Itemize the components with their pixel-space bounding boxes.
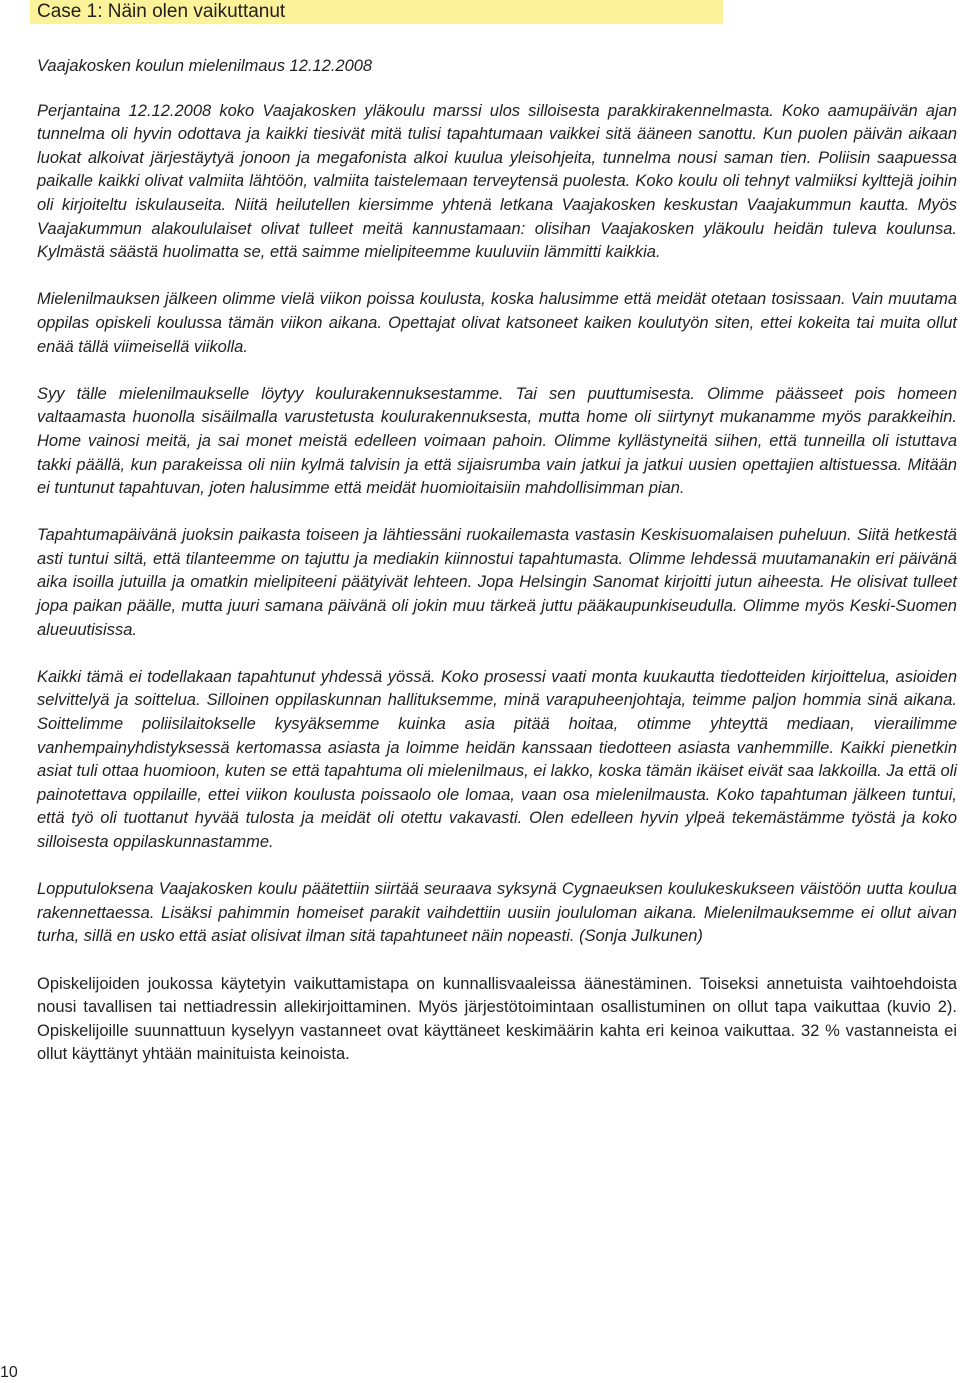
article-paragraph-6: Lopputuloksena Vaajakosken koulu päätettiin siirtää seuraava syksynä Cygnaeuksen koulukeskukseen väistöön uutta koulua rakennettaessa. Lisäksi pahimmin homeiset parakit vaihdettiin uusiin joululoman aikana. Mielenilmauksemme ei ollut aivan turha, sillä en usko että asiat olisivat ilman sitä tapahtuneet näin nopeasti. (Sonja Julkunen): [37, 880, 957, 946]
body-paragraph: Opiskelijoiden joukossa käytetyin vaikuttamistapa on kunnallisvaaleissa äänestäminen. Toiseksi annetuista vaihtoehdoista nousi tavallisen tai nettiadressin allekirjoittaminen. Myös järjestötoimintaan osallistuminen on ollut tapa vaikuttaa (kuvio 2). Opiskelijoille suunnattuun kyselyyn vastanneet ovat käyttäneet keskimäärin kahta eri keinoa vaikuttaa. 32 % vastanneista ei ollut käyttänyt yhtään mainituista keinoista.: [37, 974, 957, 1064]
case-header: [30, 0, 723, 24]
article-paragraph-4: Tapahtumapäivänä juoksin paikasta toiseen ja lähtiessäni ruokailemasta vastasin Keskisuomalaisen puheluun. Siitä hetkestä asti tuntui siltä, että tilanteemme on tajuttu ja mediakin kiinnostui tapahtumasta. Olimme lehdessä muutamanakin eri päivänä aika isoilla jutuilla ja omatkin mielipiteeni päätyivät lehteen. Jopa Helsingin Sanomat kirjoitti jutun aiheesta. He olisivat tulleet jopa paikan päälle, mutta juuri samana päivänä oli jokin muu tärkeä juttu pääkaupunkiseudulla. Olimme myös Keski-Suomen alueuutisissa.: [37, 526, 957, 639]
case-title: Case 1: Näin olen vaikuttanut: [37, 1, 286, 22]
article-paragraph-3: Syy tälle mielenilmaukselle löytyy koulurakennuksestamme. Tai sen puuttumisesta. Olimme päässeet pois homeen valtaamasta huonolla sisäilmalla varustetusta koulurakennuksesta, mutta home oli siirtynyt mukanamme myös parakkeihin. Home vainosi meitä, ja sai monet meistä edelleen voimaan pahoin. Olimme kyllästyneitä siihen, että tunneilla oli istuttava takki päällä, kun parakeissa oli niin kylmä talvisin ja että sijaisrumba vain jatkui ja jatkui uusien opettajien altistuessa. Mitään ei tuntunut tapahtuvan, joten halusimme että meidät huomioitaisiin mahdollisimman pian.: [37, 384, 957, 498]
article-paragraph-2: Mielenilmauksen jälkeen olimme vielä viikon poissa koulusta, koska halusimme että meidät otetaan tosissaan. Vain muutama oppilas opiskeli koulussa tämän viikon aikana. Opettajat olivat katsoneet kaiken koulutyön siten, ettei kokeita tai muita ollut enää tällä viimeisellä viikolla.: [37, 290, 957, 356]
page-content: [37, 55, 957, 1067]
article-title: Vaajakosken koulun mielenilmaus 12.12.2008: [37, 57, 373, 75]
page-number: 10: [0, 1364, 18, 1381]
article-paragraph-5: Kaikki tämä ei todellakaan tapahtunut yhdessä yössä. Koko prosessi vaati monta kuukautta tiedotteiden kirjoittelua, asioiden selvittelyä ja soittelua. Silloinen oppilaskunnan hallituksemme, minä varapuheenjohtaja, teimme paljon hommia sinä aikana. Soittelimme poliisilaitokselle kysyäksemme kuinka asia pitää hoitaa, otimme yhteyttä mediaan, vierailimme vanhempainyhdistyksessä kertomassa asiasta ja loimme heidän kanssaan tiedotteen asiasta vanhemmille. Kaikki pienetkin asiat tuli ottaa huomioon, kuten se että tapahtuma oli mielenilmaus, ei lakko, koska tämän ikäiset eivät saa lakkoilla. Ja että oli painotettava oppilaille, ettei viikon koulusta poissaolo ole lomaa, vaan osa mielenilmausta. Koko tapahtuman jälkeen tuntui, että työ oli tuottanut hyvää tulosta ja meidät oli otettu vakavasti. Olen edelleen hyvin ylpeä tekemästämme työstä ja koko silloisesta oppilaskunnastamme.: [37, 667, 957, 851]
article-paragraph-1: Perjantaina 12.12.2008 koko Vaajakosken yläkoulu marssi ulos silloisesta parakkirakennelmasta. Koko aamupäivän ajan tunnelma oli hyvin odottava ja kaikki tiesivät mitä tulisi tapahtumaan vaikkei sitä ääneen sanottu. Kun puolen päivän aikaan luokat alkoivat järjestäytyä jonoon ja megafonista alkoi kuulua yleisohjeita, tunnelma nousi saman tien. Poliisin saapuessa paikalle kaikki olivat valmiita lähtöön, valmiita taistelemaan terveytensä puolesta. Koko koulu oli tehnyt valmiiksi kylttejä joihin oli kirjoiteltu iskulauseita. Niitä heilutellen kiersimme yhtenä letkana Vaajakosken keskustan Vaajakummun kautta. Myös Vaajakummun alakoululaiset olivat tulleet meitä kannustamaan: olisihan Vaajakosken yläkoulu heidän tuleva koulunsa. Kylmästä säästä huolimatta se, että saimme mielipiteemme kuuluviin lämmitti kaikkia.: [37, 101, 957, 262]
